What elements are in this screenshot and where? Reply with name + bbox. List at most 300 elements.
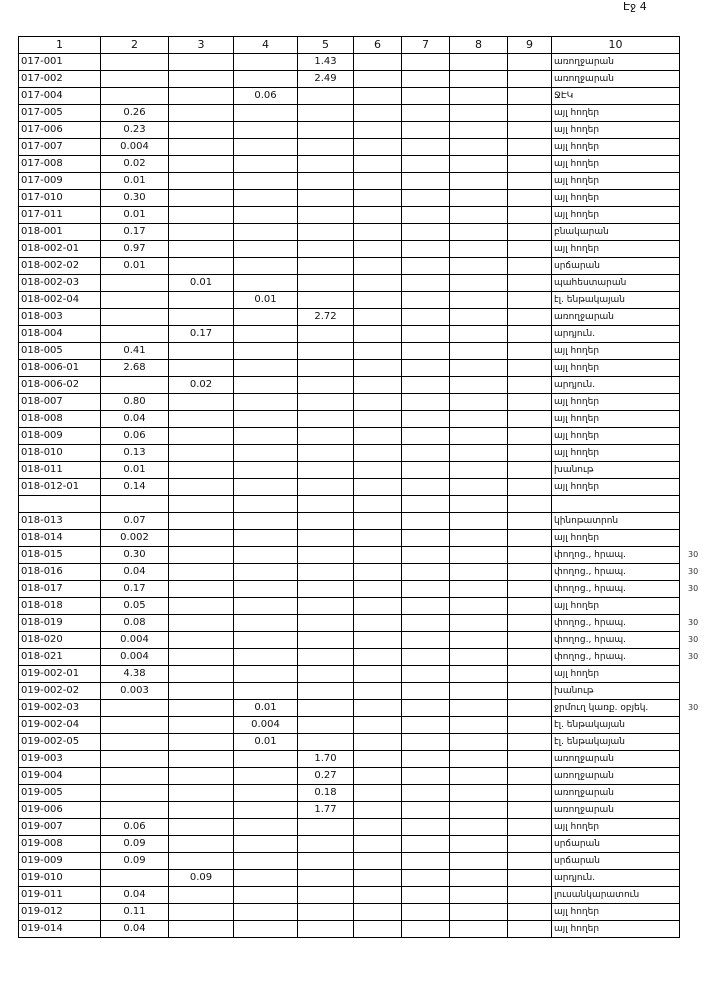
table-body (19, 54, 680, 938)
col-header-2: 2 (101, 37, 169, 54)
table-row (19, 819, 680, 836)
cadastral-code-cell: 019-002-05 (19, 734, 101, 751)
cadastral-code-cell: 017-011 (19, 207, 101, 224)
value-col2-cell: 0.09 (101, 853, 169, 870)
value-col3-cell (169, 581, 234, 598)
value-col2-cell: 0.97 (101, 241, 169, 258)
col8-cell (450, 513, 508, 530)
col9-cell (508, 275, 552, 292)
value-col3-cell (169, 785, 234, 802)
table-row (19, 445, 680, 462)
value-col3-cell: 0.17 (169, 326, 234, 343)
col7-cell (402, 836, 450, 853)
col6-cell (354, 666, 402, 683)
col6-cell (354, 88, 402, 105)
col6-cell (354, 615, 402, 632)
value-col5-cell (298, 394, 354, 411)
value-col2-cell: 0.30 (101, 547, 169, 564)
value-col4-cell (234, 887, 298, 904)
value-col4-cell (234, 105, 298, 122)
col8-cell (450, 853, 508, 870)
land-use-cell: ջրմուղ կառք. օբյեկ. (552, 700, 680, 717)
col7-cell (402, 632, 450, 649)
value-col5-cell (298, 207, 354, 224)
table-row (19, 887, 680, 904)
cadastral-code-cell: 019-011 (19, 887, 101, 904)
land-use-cell: փողոց., հրապ. (552, 649, 680, 666)
col8-cell (450, 122, 508, 139)
col7-cell (402, 751, 450, 768)
table-row (19, 666, 680, 683)
value-col2-cell: 0.003 (101, 683, 169, 700)
col6-cell (354, 853, 402, 870)
margin-note: 30 (688, 702, 699, 712)
value-col4-cell (234, 309, 298, 326)
table-row (19, 904, 680, 921)
land-use-cell: խանութ (552, 683, 680, 700)
col9-cell (508, 649, 552, 666)
value-col4-cell: 0.01 (234, 700, 298, 717)
col8-cell (450, 734, 508, 751)
col8-cell (450, 207, 508, 224)
value-col5-cell (298, 479, 354, 496)
value-col3-cell (169, 105, 234, 122)
land-use-cell: առողջարան (552, 751, 680, 768)
value-col3-cell (169, 173, 234, 190)
value-col3-cell (169, 428, 234, 445)
value-col2-cell (101, 870, 169, 887)
cadastral-code-cell: 018-016 (19, 564, 101, 581)
col6-cell (354, 207, 402, 224)
cadastral-code-cell: 018-002-03 (19, 275, 101, 292)
col7-cell (402, 921, 450, 938)
col8-cell (450, 649, 508, 666)
value-col3-cell (169, 819, 234, 836)
col7-cell (402, 326, 450, 343)
col8-cell (450, 326, 508, 343)
table-row (19, 836, 680, 853)
value-col3-cell (169, 836, 234, 853)
value-col5-cell (298, 564, 354, 581)
col8-cell (450, 54, 508, 71)
land-use-cell: լուսանկարատուն (552, 887, 680, 904)
col9-cell (508, 258, 552, 275)
col7-cell (402, 853, 450, 870)
col9-cell (508, 411, 552, 428)
col7-cell (402, 241, 450, 258)
land-use-cell: կինոթատրոն (552, 513, 680, 530)
col8-cell (450, 105, 508, 122)
table-row (19, 224, 680, 241)
col7-cell (402, 207, 450, 224)
col9-cell (508, 683, 552, 700)
value-col3-cell (169, 598, 234, 615)
col7-cell (402, 700, 450, 717)
land-use-cell: արդյուն. (552, 326, 680, 343)
value-col5-cell: 1.70 (298, 751, 354, 768)
col8-cell (450, 462, 508, 479)
value-col5-cell (298, 904, 354, 921)
col7-cell (402, 598, 450, 615)
col-header-9: 9 (508, 37, 552, 54)
cadastral-code-cell: 018-014 (19, 530, 101, 547)
col9-cell (508, 88, 552, 105)
col6-cell (354, 173, 402, 190)
cadastral-code-cell: 018-002-02 (19, 258, 101, 275)
col6-cell (354, 326, 402, 343)
col7-cell (402, 275, 450, 292)
col-header-6: 6 (354, 37, 402, 54)
col6-cell (354, 751, 402, 768)
value-col4-cell (234, 343, 298, 360)
land-use-cell: փողոց., հրապ. (552, 564, 680, 581)
cadastral-code-cell: 018-002-01 (19, 241, 101, 258)
value-col4-cell (234, 190, 298, 207)
value-col2-cell: 0.08 (101, 615, 169, 632)
col7-cell (402, 173, 450, 190)
value-col4-cell (234, 462, 298, 479)
cadastral-code-cell: 018-005 (19, 343, 101, 360)
col7-cell (402, 717, 450, 734)
land-use-cell: ՋԷԿ (552, 88, 680, 105)
col8-cell (450, 88, 508, 105)
table-row (19, 921, 680, 938)
value-col4-cell (234, 54, 298, 71)
land-use-cell: այլ հողեր (552, 904, 680, 921)
land-use-cell: այլ հողեր (552, 819, 680, 836)
col7-cell (402, 819, 450, 836)
value-col4-cell: 0.004 (234, 717, 298, 734)
value-col2-cell: 0.004 (101, 632, 169, 649)
col7-cell (402, 105, 450, 122)
cadastral-code-cell: 019-002-01 (19, 666, 101, 683)
value-col3-cell (169, 547, 234, 564)
col7-cell (402, 768, 450, 785)
table-row (19, 105, 680, 122)
table-row (19, 428, 680, 445)
value-col2-cell (101, 700, 169, 717)
col6-cell (354, 802, 402, 819)
col8-cell (450, 292, 508, 309)
col6-cell (354, 496, 402, 513)
cadastral-code-cell: 018-007 (19, 394, 101, 411)
cadastral-code-cell: 018-011 (19, 462, 101, 479)
land-use-cell: առողջարան (552, 768, 680, 785)
col6-cell (354, 428, 402, 445)
col8-cell (450, 547, 508, 564)
value-col4-cell (234, 394, 298, 411)
value-col2-cell (101, 717, 169, 734)
col9-cell (508, 513, 552, 530)
col6-cell (354, 921, 402, 938)
value-col3-cell (169, 632, 234, 649)
land-use-cell: այլ հողեր (552, 343, 680, 360)
table-row (19, 598, 680, 615)
margin-note: 30 (688, 583, 699, 593)
value-col5-cell (298, 411, 354, 428)
col6-cell (354, 598, 402, 615)
table-row (19, 513, 680, 530)
table-row (19, 88, 680, 105)
value-col3-cell (169, 666, 234, 683)
value-col5-cell (298, 819, 354, 836)
value-col2-cell (101, 54, 169, 71)
col9-cell (508, 802, 552, 819)
value-col4-cell (234, 71, 298, 88)
value-col4-cell (234, 513, 298, 530)
table-row (19, 615, 680, 632)
value-col5-cell (298, 462, 354, 479)
cadastral-code-cell: 017-009 (19, 173, 101, 190)
land-use-cell: այլ հողեր (552, 598, 680, 615)
value-col5-cell (298, 530, 354, 547)
land-use-cell: պահեստարան (552, 275, 680, 292)
value-col4-cell (234, 785, 298, 802)
margin-note: 30 (688, 634, 699, 644)
col8-cell (450, 632, 508, 649)
land-use-cell: առողջարան (552, 71, 680, 88)
land-use-cell: արդյուն. (552, 870, 680, 887)
cadastral-code-cell: 019-014 (19, 921, 101, 938)
col6-cell (354, 105, 402, 122)
value-col5-cell (298, 377, 354, 394)
value-col5-cell: 1.43 (298, 54, 354, 71)
col6-cell (354, 411, 402, 428)
col6-cell (354, 309, 402, 326)
col8-cell (450, 683, 508, 700)
value-col5-cell: 0.27 (298, 768, 354, 785)
value-col4-cell (234, 751, 298, 768)
value-col2-cell: 0.06 (101, 819, 169, 836)
col7-cell (402, 445, 450, 462)
col-header-10: 10 (552, 37, 680, 54)
col9-cell (508, 360, 552, 377)
col9-cell (508, 292, 552, 309)
value-col2-cell: 0.23 (101, 122, 169, 139)
land-use-cell: առողջարան (552, 309, 680, 326)
value-col2-cell (101, 275, 169, 292)
land-use-cell: այլ հողեր (552, 479, 680, 496)
value-col2-cell: 0.004 (101, 649, 169, 666)
value-col2-cell (101, 71, 169, 88)
col9-cell (508, 819, 552, 836)
land-use-cell: այլ հողեր (552, 156, 680, 173)
value-col2-cell: 0.01 (101, 258, 169, 275)
value-col3-cell (169, 394, 234, 411)
value-col3-cell (169, 802, 234, 819)
value-col5-cell (298, 156, 354, 173)
value-col2-cell: 0.80 (101, 394, 169, 411)
col8-cell (450, 479, 508, 496)
col8-cell (450, 445, 508, 462)
col-header-5: 5 (298, 37, 354, 54)
table-row (19, 139, 680, 156)
value-col3-cell (169, 649, 234, 666)
value-col5-cell (298, 241, 354, 258)
col9-cell (508, 615, 552, 632)
col7-cell (402, 513, 450, 530)
col7-cell (402, 462, 450, 479)
value-col5-cell (298, 445, 354, 462)
cadastral-code-cell: 018-017 (19, 581, 101, 598)
value-col2-cell: 4.38 (101, 666, 169, 683)
land-use-cell: այլ հողեր (552, 105, 680, 122)
table-row (19, 173, 680, 190)
col9-cell (508, 581, 552, 598)
value-col5-cell (298, 139, 354, 156)
col-header-1: 1 (19, 37, 101, 54)
value-col5-cell: 2.72 (298, 309, 354, 326)
land-use-cell: արդյուն. (552, 377, 680, 394)
table-row (19, 343, 680, 360)
land-use-cell: փողոց., հրապ. (552, 632, 680, 649)
value-col5-cell (298, 122, 354, 139)
col8-cell (450, 275, 508, 292)
value-col3-cell (169, 156, 234, 173)
col9-cell (508, 224, 552, 241)
col9-cell (508, 904, 552, 921)
cadastral-code-cell: 019-010 (19, 870, 101, 887)
col8-cell (450, 71, 508, 88)
col7-cell (402, 139, 450, 156)
value-col3-cell: 0.09 (169, 870, 234, 887)
col9-cell (508, 768, 552, 785)
value-col4-cell (234, 156, 298, 173)
cadastral-code-cell: 018-012-01 (19, 479, 101, 496)
col7-cell (402, 547, 450, 564)
value-col2-cell: 0.09 (101, 836, 169, 853)
value-col2-cell: 0.04 (101, 564, 169, 581)
col9-cell (508, 836, 552, 853)
col7-cell (402, 394, 450, 411)
value-col4-cell (234, 598, 298, 615)
value-col4-cell: 0.06 (234, 88, 298, 105)
value-col4-cell (234, 139, 298, 156)
value-col3-cell (169, 683, 234, 700)
value-col5-cell (298, 836, 354, 853)
col7-cell (402, 530, 450, 547)
col6-cell (354, 513, 402, 530)
col7-cell (402, 802, 450, 819)
value-col3-cell (169, 360, 234, 377)
col8-cell (450, 717, 508, 734)
value-col3-cell (169, 445, 234, 462)
value-col2-cell: 0.002 (101, 530, 169, 547)
value-col3-cell (169, 411, 234, 428)
col6-cell (354, 258, 402, 275)
value-col4-cell (234, 836, 298, 853)
col8-cell (450, 615, 508, 632)
col7-cell (402, 428, 450, 445)
value-col4-cell (234, 377, 298, 394)
value-col3-cell (169, 496, 234, 513)
col6-cell (354, 360, 402, 377)
value-col4-cell (234, 904, 298, 921)
value-col3-cell (169, 54, 234, 71)
value-col3-cell (169, 207, 234, 224)
value-col4-cell (234, 326, 298, 343)
col-header-8: 8 (450, 37, 508, 54)
value-col4-cell (234, 564, 298, 581)
col9-cell (508, 207, 552, 224)
col6-cell (354, 581, 402, 598)
value-col4-cell (234, 683, 298, 700)
table-row (19, 394, 680, 411)
margin-note: 30 (688, 549, 699, 559)
cadastral-code-cell: 018-006-01 (19, 360, 101, 377)
value-col2-cell (101, 496, 169, 513)
col9-cell (508, 921, 552, 938)
table-row (19, 870, 680, 887)
col9-cell (508, 734, 552, 751)
cadastral-code-cell: 018-001 (19, 224, 101, 241)
value-col2-cell: 0.004 (101, 139, 169, 156)
cadastral-code-cell: 017-007 (19, 139, 101, 156)
col7-cell (402, 343, 450, 360)
col6-cell (354, 292, 402, 309)
value-col2-cell: 0.17 (101, 581, 169, 598)
table-row (19, 649, 680, 666)
margin-note: 30 (688, 617, 699, 627)
value-col3-cell (169, 88, 234, 105)
table-row (19, 853, 680, 870)
cadastral-code-cell: 017-008 (19, 156, 101, 173)
value-col3-cell (169, 190, 234, 207)
value-col3-cell (169, 615, 234, 632)
col8-cell (450, 411, 508, 428)
col8-cell (450, 564, 508, 581)
col6-cell (354, 156, 402, 173)
col6-cell (354, 836, 402, 853)
page-number: Էջ 4 (623, 0, 647, 13)
col6-cell (354, 768, 402, 785)
table-row (19, 377, 680, 394)
col9-cell (508, 717, 552, 734)
col8-cell (450, 377, 508, 394)
value-col3-cell: 0.01 (169, 275, 234, 292)
col6-cell (354, 785, 402, 802)
table-row (19, 207, 680, 224)
table-row (19, 683, 680, 700)
value-col3-cell (169, 734, 234, 751)
value-col5-cell (298, 734, 354, 751)
cadastral-code-cell: 019-005 (19, 785, 101, 802)
value-col4-cell (234, 428, 298, 445)
value-col2-cell (101, 292, 169, 309)
col6-cell (354, 717, 402, 734)
table-row (19, 122, 680, 139)
col6-cell (354, 445, 402, 462)
col-header-3: 3 (169, 37, 234, 54)
value-col3-cell (169, 530, 234, 547)
col7-cell (402, 683, 450, 700)
value-col5-cell (298, 649, 354, 666)
cadastral-code-cell: 018-002-04 (19, 292, 101, 309)
col8-cell (450, 496, 508, 513)
col9-cell (508, 496, 552, 513)
col6-cell (354, 819, 402, 836)
col8-cell (450, 173, 508, 190)
table-row (19, 292, 680, 309)
cadastral-code-cell: 018-015 (19, 547, 101, 564)
value-col4-cell (234, 581, 298, 598)
col6-cell (354, 377, 402, 394)
col6-cell (354, 632, 402, 649)
value-col5-cell (298, 428, 354, 445)
col8-cell (450, 836, 508, 853)
col8-cell (450, 598, 508, 615)
value-col2-cell (101, 377, 169, 394)
